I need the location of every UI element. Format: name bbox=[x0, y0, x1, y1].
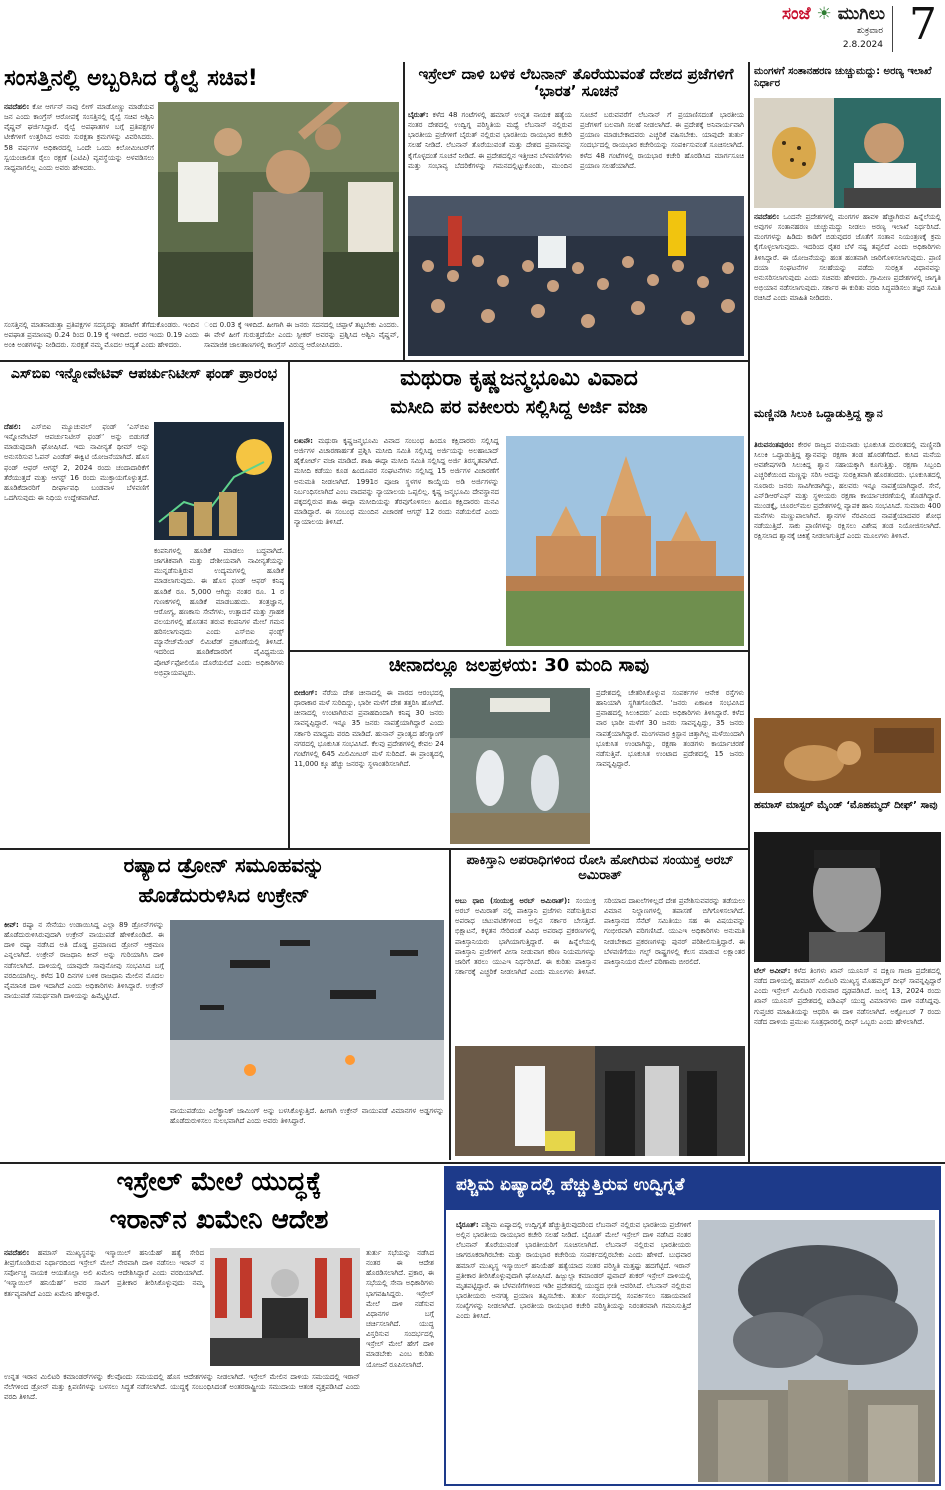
article-body bbox=[408, 110, 744, 192]
headline-line1: ರಷ್ಯಾದ ಡ್ರೋನ್ ಸಮೂಹವನ್ನು bbox=[123, 854, 325, 877]
headline: ಹಮಾಸ್ ಮಾಸ್ಟರ್ ಮೈಂಡ್ ‘ಮೊಹಮ್ಮದ್ ದೀಫ್’ ಸಾವು bbox=[754, 800, 938, 811]
finance-photo bbox=[154, 422, 284, 540]
drone-image bbox=[170, 920, 444, 1100]
headline: ಮಂಗಳಗೆ ಸಂತಾನಹರಣ ಚುಚ್ಚುಮದ್ದು: ಅರಣ್ಯ ಇಲಾಖೆ ನಿರ್ಧಾರ bbox=[754, 66, 932, 89]
body-text: ಮಥುರಾ ಕೃಷ್ಣಜನ್ಮಭೂಮಿ ವಿವಾದ ಸಂಬಂಧ ಹಿಂದೂ ಕಕ್ಷಿದಾರರು ಸಲ್ಲಿಸಿದ್ದ ಅರ್ಜಿಗಳ ವಿಚಾರಣಾರ್ಹತೆ ಪ್ರಶ್ನಿಸಿ ಮಸೀದಿ ಸಮಿತಿ ಸಲ್ಲಿಸಿದ್ದ ಅರ್ಜಿಯನ್ನು ಅಲಹಾಬಾದ್ ಹೈಕೋರ್ಟ್ ವಜಾ ಮಾಡಿದೆ. ಶಾಹಿ ಈದ್ಗಾ ಮಸೀದಿ ಸಮಿತಿ ಸಲ್ಲಿಸಿದ್ದ ಅರ್ಜಿ ತಿರಸ್ಕೃತವಾಗಿದೆ. ಮಸೀದಿ ಕಡೆಯು ಕೂಡ ಹಿಂದೂಪರ ಸಂಘಟನೆಗಳು ಸಲ್ಲಿಸಿದ್ದ 15 ಅರ್ಜಿಗಳ ವಿಚಾರಣೆಗೆ ಅನುಮತಿ ನೀಡಲಾಗಿದೆ. 1991ರ ಪೂಜಾ ಸ್ಥಳಗಳ ಕಾಯ್ದೆಯ ಅಡಿ ಅರ್ಜಿಗಳನ್ನು ನಿರ್ಬಂಧಿಸಲಾಗಿದೆ ಎಂಬ ವಾದವನ್ನು ನ್ಯಾಯಾಲಯ ಒಪ್ಪಲಿಲ್ಲ. ಕೃಷ್ಣ ಜನ್ಮಭೂಮಿ ದೇವಸ್ಥಾನದ ಪಕ್ಕದಲ್ಲಿರುವ ಶಾಹಿ ಈದ್ಗಾ ಮಸೀದಿಯನ್ನು ತೆರವುಗೊಳಿಸಲು ಹಿಂದೂ ಕಕ್ಷಿದಾರರು ಮನವಿ ಮಾಡಿದ್ದಾರೆ. ಈ ಸಂಬಂಧ ಮುಂದಿನ ವಿಚಾರಣೆ ಆಗಸ್ಟ್ 12 ರಂದು ನಡೆಯಲಿದೆ ಎಂದು ನ್ಯಾಯಾಲಯ ತಿಳಿಸಿದೆ. bbox=[294, 437, 499, 527]
row-rule bbox=[0, 1162, 945, 1164]
article-body bbox=[455, 896, 745, 1042]
article-drone bbox=[4, 854, 444, 1156]
speech-image bbox=[210, 1248, 360, 1366]
article-railway bbox=[4, 66, 399, 356]
article-body-2: ವಾಯುಪಡೆಯು ಎಲೆಕ್ಟ್ರಾನಿಕ್ ಜಾಮಿಂಗ್ ಅನ್ನು ಬಳಸಿಕೊಳ್ಳುತ್ತಿದೆ. ಹೀಗಾಗಿ ಉಕ್ರೇನ್ ವಾಯುಪಡೆ ವಿಮಾನಗಳ ಅಡ್ಡಗಳನ್ನು ಹೊಡೆದುರುಳಿಸಲು ಸುಲಭವಾಗಿದೆ ಎಂದು ಅವರು ತಿಳಿಸಿದ್ದಾರೆ. bbox=[170, 1107, 444, 1126]
crowd-photo bbox=[408, 196, 744, 356]
headline-line2: ಮಸೀದಿ ಪರ ವಕೀಲರು ಸಲ್ಲಿಸಿದ್ದ ಅರ್ಜಿ ವಜಾ bbox=[390, 397, 648, 418]
article-dog bbox=[754, 408, 941, 793]
speech-photo bbox=[210, 1248, 360, 1366]
column-rule bbox=[288, 360, 290, 848]
arrest-image bbox=[455, 1046, 745, 1156]
parliament-image bbox=[158, 102, 399, 317]
portrait-photo bbox=[754, 832, 941, 962]
headline-line2: ಹೊಡೆದುರುಳಿಸಿದ ಉಕ್ರೇನ್ bbox=[138, 883, 310, 907]
masthead-divider bbox=[892, 6, 893, 52]
row-rule bbox=[288, 650, 748, 652]
dateline: ಅಬು ಧಾಬಿ (ಸಂಯುಕ್ತ ಅರಬ್ ಅಮಿರಾತ್): bbox=[455, 897, 571, 905]
portrait-image bbox=[754, 832, 941, 962]
article-body-2: ಪ್ರದೇಶದಲ್ಲಿ ಚೇತರಿಸಿಕೊಳ್ಳುವ ಸಂಪರ್ಕಗಳ ಆನೇಕ ರಸ್ತೆಗಳು ಹಾನಿಯಾಗಿ ಸ್ಥಗಿತಗೊಂಡಿವೆ. ‘ಜನರು ಏಕಾಏಕಿ ಸಂಭವಿಸಿದ ಪ್ರವಾಹದಲ್ಲಿ ಸಿಲುಕಿದರು’ ಎಂದು ಅಧಿಕಾರಿಗಳು ತಿಳಿಸಿದ್ದಾರೆ. ಕಳೆದ ವಾರ ಭಾರೀ ಮಳೆಗೆ 30 ಜನರು ಸಾವನ್ನಪ್ಪಿದ್ದು, 35 ಜನರು ನಾಪತ್ತೆಯಾಗಿದ್ದಾರೆ. ಮಂಗಳವಾರ ಕ್ರಿಸ್ಟಾನ ಚಿತ್ತಾಗಿಲ್ಲ ಮಳೆಯಿಂದಾಗಿ ಭೂಕುಸಿತ ಉಂಟಾಗಿದ್ದು, ರಕ್ಷಣಾ ತಂಡಗಳು ಕಾರ್ಯಾಚರಣೆ ನಡೆಸುತ್ತಿವೆ. ಭೂಕುಸಿತ ಉಂಟಾದ ಪ್ರದೇಶದಲ್ಲಿ 15 ಜನರು ಸಾವನ್ನಪ್ಪಿದ್ದಾರೆ. bbox=[596, 689, 744, 768]
issue-day: ಶುಕ್ರವಾರ bbox=[857, 26, 883, 36]
dog-photo bbox=[754, 718, 941, 793]
article-sbi bbox=[4, 366, 284, 844]
masthead bbox=[0, 0, 945, 62]
article-body bbox=[294, 688, 444, 844]
headline: ಎಸ್‌ಬಿಐ ಇನ್ನೋವೇಟಿವ್ ಆಪರ್ಚುನಿಟೀಸ್ ಫಂಡ್ ಪ್ರಾರಂಭ bbox=[10, 366, 278, 382]
finance-image bbox=[154, 422, 284, 540]
body-text: ಕಳೆದ 48 ಗಂಟೆಗಳಲ್ಲಿ ಹಮಾಸ್ ಉನ್ನತ ನಾಯಕ ಹತ್ಯೆಯ ನಂತರ ದೇಶದಲ್ಲಿ ಉದ್ವಿಗ್ನ ಪರಿಸ್ಥಿತಿಯ ಮಧ್ಯೆ ಲೆಬನಾನ್ ನಲ್ಲಿರುವ ಭಾರತೀಯ ಪ್ರಜೆಗಳಿಗೆ ಬೈರುತ್ ನಲ್ಲಿರುವ ಭಾರತೀಯ ರಾಯಭಾರ ಕಚೇರಿ ಸಲಹೆ ನೀಡಿದೆ. ಲೆಬನಾನ್ ತೊರೆಯುವಂತೆ ಮತ್ತು ದೇಶದ ಪ್ರವಾಸವನ್ನು ಕೈಗೊಳ್ಳದಂತೆ ಸೂಚನೆ ನೀಡಿದೆ. ಈ ಪ್ರದೇಶದಲ್ಲಿನ ಇತ್ತೀಚಿನ ಬೆಳವಣಿಗೆಗಳು ಮತ್ತು ಸಂಭಾವ್ಯ ಬೆದರಿಕೆಗಳನ್ನು ಗಮನದಲ್ಲಿಟ್ಟುಕೊಂಡು, ಮುಂದಿನ ಸೂಚನೆ ಬರುವವರೆಗೆ ಲೆಬನಾನ್ ಗೆ ಪ್ರಯಾಣಿಸದಂತೆ ಭಾರತೀಯ ಪ್ರಜೆಗಳಿಗೆ ಬಲವಾಗಿ ಸಲಹೆ ನೀಡಲಾಗಿದೆ. ಈ ಪ್ರದೇಶಕ್ಕೆ ಅನಿವಾರ್ಯವಾಗಿ ಪ್ರಯಾಣ ಮಾಡಬೇಕಾದವರು ಎಚ್ಚರಿಕೆ ವಹಿಸಬೇಕು. ಯಾವುದೇ ತುರ್ತು ಸಂದರ್ಭದಲ್ಲಿ ರಾಯಭಾರ ಕಚೇರಿಯನ್ನು ಸಂಪರ್ಕಿಸುವಂತೆ ಸೂಚಿಸಲಾಗಿದೆ. ಕಳೆದ 48 ಗಂಟೆಗಳಲ್ಲಿ ರಾಯಭಾರ ಕಚೇರಿ ಹೊರಡಿಸಿದ ಮಾರ್ಗಸೂಚಿ ಪ್ರಯಾಣ ಸಲಹೆಯಾಗಿದೆ. bbox=[408, 111, 744, 170]
headline-line1: ಮಥುರಾ ಕೃಷ್ಣಜನ್ಮಭೂಮಿ ವಿವಾದ bbox=[400, 366, 638, 391]
article-body bbox=[754, 212, 941, 366]
brand-part2: ಮುಗಿಲು bbox=[837, 4, 885, 24]
temple-photo bbox=[506, 436, 744, 646]
dateline: ದೆಹಲಿ: bbox=[4, 423, 21, 431]
article-body bbox=[294, 436, 499, 646]
article-body-2: ತುರ್ತು ಸಭೆಯನ್ನು ನಡೆಸಿದ ನಂತರ ಈ ಆದೇಶ ಹೊರಡಿಸಲಾಗಿದೆ. ಪ್ರಕಾರ, ಈ ಸಭೆಯಲ್ಲಿ ಸೇನಾ ಅಧಿಕಾರಿಗಳು ಭಾಗವಹಿಸಿದ್ದರು. ಇಸ್ರೇಲ್ ಮೇಲೆ ದಾಳಿ ನಡೆಸುವ ವಿಧಾನಗಳ ಬಗ್ಗೆ ಚರ್ಚಿಸಲಾಗಿದೆ. ಯುದ್ಧ ವಿಸ್ತರಿಸುವ ಸಂದರ್ಭದಲ್ಲಿ ಇಸ್ರೇಲ್ ಮೇಲೆ ಹೇಗೆ ದಾಳಿ ಮಾಡಬೇಕು ಎಂಬ ಕುರಿತು ಯೋಜನೆ ರೂಪಿಸಲಾಗಿದೆ. bbox=[366, 1249, 434, 1369]
body-text: ಒಂದನೇ ಪ್ರದೇಶಗಳಲ್ಲಿ ಮಂಗಗಳ ಹಾವಳಿ ಹೆಚ್ಚಾಗಿರುವ ಹಿನ್ನೆಲೆಯಲ್ಲಿ ಅವುಗಳ ಸಂತಾನಹರಣ ಚುಚ್ಚುಮದ್ದು ನೀಡಲು ಅರಣ್ಯ ಇಲಾಖೆ ನಿರ್ಧರಿಸಿದೆ. ಮಂಗಗಳನ್ನು ಹಿಡಿದು ಕಾಡಿಗೆ ಬಿಡುವುದರ ಜೊತೆಗೆ ಸಂತಾನ ನಿಯಂತ್ರಣಕ್ಕೆ ಕ್ರಮ ಕೈಗೊಳ್ಳಲಾಗುವುದು. ಇದರಿಂದ ರೈತರ ಬೆಳೆ ನಷ್ಟ ತಪ್ಪಲಿದೆ ಎಂದು ಅಧಿಕಾರಿಗಳು ತಿಳಿಸಿದ್ದಾರೆ. ಈ ಯೋಜನೆಯನ್ನು ಹಂತ ಹಂತವಾಗಿ ಜಾರಿಗೊಳಿಸಲಾಗುವುದು. ಪ್ರಾಣಿ ದಯಾ ಸಂಘಟನೆಗಳ ಸಲಹೆಯನ್ನು ಪಡೆದು ಸುರಕ್ಷಿತ ವಿಧಾನವನ್ನು ಅನುಸರಿಸಲಾಗುವುದು ಎಂದು ಸಚಿವರು ಹೇಳಿದರು. ಗ್ರಾಮೀಣ ಪ್ರದೇಶಗಳಲ್ಲಿ ಜಾಗೃತಿ ಅಭಿಯಾನ ನಡೆಸಲಾಗುವುದು. ಸರ್ಕಾರ ಈ ಕುರಿತು ವರದಿ ಸಿದ್ಧಪಡಿಸಲು ತಜ್ಞರ ಸಮಿತಿ ರಚಿಸಿದೆ ಎಂದು ಮಾಹಿತಿ ನೀಡಿದರು. bbox=[754, 213, 941, 303]
dateline: ಕೀವ್: bbox=[4, 921, 19, 929]
headline: ಇಸ್ರೇಲ್ ದಾಳಿ ಬಳಿಕ ಲೆಬನಾನ್ ತೊರೆಯುವಂತೆ ದೇಶದ ಪ್ರಜೆಗಳಿಗೆ ‘ಭಾರತ’ ಸೂಚನೆ bbox=[418, 66, 734, 101]
body-text: ಸಂಯುಕ್ತ ಅರಬ್ ಅಮಿರಾತ್ ನಲ್ಲಿ ಪಾಕಿಸ್ತಾನಿ ಪ್ರಜೆಗಳು ನಡೆಸುತ್ತಿರುವ ಅಪರಾಧ ಚಟುವಟಿಕೆಗಳಿಂದ ಅಲ್ಲಿನ ಸರ್ಕಾರ ಬೇಸತ್ತಿದೆ. ಭಿಕ್ಷಾಟನೆ, ಕಳ್ಳತನ ಸೇರಿದಂತೆ ವಿವಿಧ ಅಪರಾಧ ಪ್ರಕರಣಗಳಲ್ಲಿ ಪಾಕಿಸ್ತಾನಿಯರು ಭಾಗಿಯಾಗುತ್ತಿದ್ದಾರೆ. ಈ ಹಿನ್ನೆಲೆಯಲ್ಲಿ ಪಾಕಿಸ್ತಾನಿ ಪ್ರಜೆಗಳಿಗೆ ವೀಸಾ ನೀಡುವಾಗ ಕಠಿಣ ನಿಯಮಗಳನ್ನು ಜಾರಿಗೆ ತರಲು ಯುಎಇ ನಿರ್ಧರಿಸಿದೆ. ಈ ಕುರಿತು ಪಾಕಿಸ್ತಾನ ಸರ್ಕಾರಕ್ಕೆ ಎಚ್ಚರಿಕೆ ನೀಡಲಾಗಿದೆ ಎಂದು ಮೂಲಗಳು ತಿಳಿಸಿವೆ. ಸರಿಯಾದ ದಾಖಲೆಗಳಿಲ್ಲದೆ ದೇಶ ಪ್ರವೇಶಿಸುವವರನ್ನು ತಡೆಯಲು ವಿಮಾನ ನಿಲ್ದಾಣಗಳಲ್ಲಿ ತಪಾಸಣೆ ಬಿಗಿಗೊಳಿಸಲಾಗಿದೆ. ಪಾಕಿಸ್ತಾನದ ಸೆನೆಟ್ ಸಮಿತಿಯು ಸಹ ಈ ವಿಷಯವನ್ನು ಗಂಭೀರವಾಗಿ ಪರಿಗಣಿಸಿದೆ. ಯುಎಇ ಅಧಿಕಾರಿಗಳು ಅನುಮತಿ ನೀಡಬೇಕಾದ ಪ್ರಕರಣಗಳನ್ನು ಪುನರ್ ಪರಿಶೀಲಿಸುತ್ತಿದ್ದಾರೆ. ಈ ಬೆಳವಣಿಗೆಯು ಗಲ್ಫ್ ರಾಷ್ಟ್ರಗಳಲ್ಲಿ ಕೆಲಸ ಮಾಡುವ ಲಕ್ಷಾಂತರ ಪಾಕಿಸ್ತಾನಿಯರ ಮೇಲೆ ಪರಿಣಾಮ ಬೀರಲಿದೆ. bbox=[455, 897, 745, 976]
body-text: ಕಳೆದ ತಿಂಗಳು ಖಾನ್ ಯೂನಿಸ್ ನ ದಕ್ಷಿಣ ಗಾಜಾ ಪ್ರದೇಶದಲ್ಲಿ ನಡೆದ ದಾಳಿಯಲ್ಲಿ ಹಮಾಸ್ ಮಿಲಿಟರಿ ಮುಖ್ಯಸ್ಥ ಮೊಹಮ್ಮದ್ ದೀಫ್ ಸಾವನ್ನಪ್ಪಿದ್ದಾರೆ ಎಂದು ಇಸ್ರೇಲ್ ಮಿಲಿಟರಿ ಗುರುವಾರ ದೃಢಪಡಿಸಿದೆ. ಜುಲೈ 13, 2024 ರಂದು ಖಾನ್ ಯೂನಿಸ್ ಪ್ರದೇಶದಲ್ಲಿ ಐಡಿಎಫ್ ಯುದ್ಧ ವಿಮಾನಗಳು ದಾಳಿ ನಡೆಸಿದ್ದವು. ಗುಪ್ತಚರ ಮಾಹಿತಿಯನ್ನು ಆಧರಿಸಿ ಈ ದಾಳಿ ನಡೆಸಲಾಗಿದೆ. ಅಕ್ಟೋಬರ್ 7 ರಂದು ನಡೆದ ದಾಳಿಯ ಪ್ರಮುಖ ಸೂತ್ರಧಾರರಲ್ಲಿ ದೀಫ್ ಒಬ್ಬರು ಎಂದು ಹೇಳಲಾಗಿದೆ. bbox=[754, 967, 941, 1026]
dateline: ಲಖನೌ: bbox=[294, 437, 313, 445]
article-body bbox=[4, 422, 149, 844]
flood-image bbox=[450, 688, 590, 844]
article-iran bbox=[4, 1168, 434, 1486]
headline: ಮಣ್ಣಿನಡಿ ಸಿಲುಕಿ ಒದ್ದಾಡುತ್ತಿದ್ದ ಶ್ವಾನ bbox=[754, 408, 883, 420]
temple-image bbox=[506, 436, 744, 646]
smoke-image bbox=[698, 1220, 935, 1482]
dateline: ನವದೆಹಲಿ: bbox=[754, 213, 780, 221]
column-rule bbox=[748, 62, 750, 1162]
article-west-asia bbox=[444, 1166, 941, 1486]
dateline: ನವದೆಹಲಿ: bbox=[4, 1249, 30, 1257]
smoke-photo bbox=[698, 1220, 935, 1482]
body-text: ಹಮಾಸ್ ಮುಖ್ಯಸ್ಥನನ್ನು ಇಸ್ಮಾಯಿಲ್ ಹನಿಯೆಹ್ ಹತ್ಯೆ ಸೇರಿದ ತೀವ್ರಗೊಂಡಿರುವ ನಿರ್ಧಾರದಿಂದ ಇಸ್ರೇಲ್ ಮೇಲೆ ನೇರವಾಗಿ ದಾಳಿ ನಡೆಸಲು ಇರಾನ್ ನ ಸರ್ವೋಚ್ಚ ನಾಯಕ ಆಯತೊಲ್ಲಾ ಅಲಿ ಖಮೇನಿ ಆದೇಶಿಸಿದ್ದಾರೆ ಎಂದು ವರದಿಯಾಗಿದೆ. ‘ಇಸ್ಮಾಯಿಲ್ ಹನಿಯೆಹ್’ ಅವರ ಸಾವಿಗೆ ಪ್ರತೀಕಾರ ತೀರಿಸಿಕೊಳ್ಳುವುದು ನಮ್ಮ ಕರ್ತವ್ಯವಾಗಿದೆ ಎಂದು ಖಮೇನಿ ಹೇಳಿದ್ದಾರೆ. bbox=[4, 1249, 204, 1298]
dateline: ಬೈರೂತ್: bbox=[456, 1221, 479, 1229]
article-body-2: ಕಂಪನಿಗಳಲ್ಲಿ ಹೂಡಿಕೆ ಮಾಡಲು ಬದ್ಧವಾಗಿದೆ. ಜಾಗತಿಕವಾಗಿ ಮತ್ತು ದೇಶೀಯವಾಗಿ ನಾವೀನ್ಯತೆಯನ್ನು ಮುನ್ನಡೆಸುತ್ತಿರುವ ಉದ್ಯಮಗಳಲ್ಲಿ ಹೂಡಿಕೆ ಮಾಡಲಾಗುವುದು. ಈ ಹೊಸ ಫಂಡ್ ಆಫರ್ ಕನಿಷ್ಠ ಹೂಡಿಕೆ ರೂ. 5,000 ಆಗಿದ್ದು ನಂತರ ರೂ. 1 ರ ಗುಣಕಗಳಲ್ಲಿ ಹೂಡಿಕೆ ಮಾಡಬಹುದು. ತಂತ್ರಜ್ಞಾನ, ಆರೋಗ್ಯ, ಹಣಕಾಸು ಸೇವೆಗಳು, ಉತ್ಪಾದನೆ ಮತ್ತು ಗ್ರಾಹಕ ವಲಯಗಳಲ್ಲಿ ಹೊಸತನ ತರುವ ಕಂಪನಿಗಳ ಮೇಲೆ ಗಮನ ಹರಿಸಲಾಗುವುದು ಎಂದು ಎಸ್‌ಬಿಐ ಫಂಡ್ಸ್ ಮ್ಯಾನೇಜ್‌ಮೆಂಟ್ ಲಿಮಿಟೆಡ್ ಪ್ರಕಟಣೆಯಲ್ಲಿ ತಿಳಿಸಿದೆ. ಇದರಿಂದ ಹೂಡಿಕೆದಾರರಿಗೆ ವೈವಿಧ್ಯಮಯ ಪೋರ್ಟ್‌ಫೋಲಿಯೊ ದೊರೆಯಲಿದೆ ಎಂದು ಅಧಿಕಾರಿಗಳು ಅಭಿಪ್ರಾಯಪಟ್ಟರು. bbox=[154, 547, 284, 677]
body-text: ಎಸ್‌ಬಿಐ ಮ್ಯೂಚುವಲ್ ಫಂಡ್ ‘ಎಸ್‌ಬಿಐ ಇನ್ನೋವೇಟಿವ್ ಆಪರ್ಚುನಿಟೀಸ್ ಫಂಡ್’ ಅನ್ನು ಬಿಡುಗಡೆ ಮಾಡುವುದಾಗಿ ಘೋಷಿಸಿದೆ. ಇದು ನಾವೀನ್ಯತೆ ಥೀಮ್ ಅನ್ನು ಅನುಸರಿಸುವ ಓಪನ್ ಎಂಡೆಡ್ ಈಕ್ವಿಟಿ ಯೋಜನೆಯಾಗಿದೆ. ಹೊಸ ಫಂಡ್ ಆಫರ್ ಆಗಸ್ಟ್ 2, 2024 ರಂದು ಚಂದಾದಾರಿಕೆಗೆ ತೆರೆಯುತ್ತದೆ ಮತ್ತು ಆಗಸ್ಟ್ 16 ರಂದು ಮುಕ್ತಾಯಗೊಳ್ಳುತ್ತದೆ. ಹೂಡಿಕೆದಾರರಿಗೆ ದೀರ್ಘಾವಧಿ ಬಂಡವಾಳ ಬೆಳವಣಿಗೆ ಒದಗಿಸುವುದು ಈ ನಿಧಿಯ ಉದ್ದೇಶವಾಗಿದೆ. bbox=[4, 423, 149, 502]
article-china-flood bbox=[294, 656, 744, 844]
body-text: ಕೋ ಆರ್ಗನ್ ನಾವು ಲೀಗ್ ಮಾಡೋಣ್ಣು ಮಾಡೆಯವ ಜನ ಎಂದು ಕಾಂಗ್ರೆಸ್ ಆರೋಪಕ್ಕೆ ಸಂಸತ್ತಿನಲ್ಲಿ ರೈಲ್ವೆ ಸಚಿವ ಅಶ್ವಿನಿ ವೈಷ್ಣವ್ ಘರ್ಜಿಸಿದ್ದಾರೆ. ರೈಲ್ವೆ ಅಪಘಾತಗಳ ಬಗ್ಗೆ ಪ್ರತಿಪಕ್ಷಗಳ ಟೀಕೆಗಳಿಗೆ ಉತ್ತರಿಸಿದ ಅವರು ಸುರಕ್ಷತಾ ಕ್ರಮಗಳನ್ನು ವಿವರಿಸಿದರು. 58 ವರ್ಷಗಳ ಅಧಿಕಾರದಲ್ಲಿ ಒಂದೇ ಒಂದು ಕಿಲೋಮೀಟರ್‌ಗೆ ಸ್ವಯಂಚಾಲಿತ ರೈಲು ರಕ್ಷಣೆ (ಎಟಿಪಿ) ವ್ಯವಸ್ಥೆಯನ್ನು ಅಳವಡಿಸಲು ಸಾಧ್ಯವಾಗಲಿಲ್ಲ ಎಂದು ಅವರು ಹೇಳಿದರು. bbox=[4, 103, 154, 172]
headline: ಸಂಸತ್ತಿನಲ್ಲಿ ಅಬ್ಬರಿಸಿದ ರೈಲ್ವೆ ಸಚಿವ! bbox=[4, 66, 258, 91]
column-rule bbox=[403, 62, 405, 360]
article-body bbox=[4, 1248, 204, 1346]
page-number: 7 bbox=[909, 0, 937, 50]
body-text: ಪಶ್ಚಿಮ ಏಷ್ಯಾದಲ್ಲಿ ಉದ್ವಿಗ್ನತೆ ಹೆಚ್ಚುತ್ತಿರುವುದರಿಂದ ಲೆಬನಾನ್ ನಲ್ಲಿರುವ ಭಾರತೀಯ ಪ್ರಜೆಗಳಿಗೆ ಅಲ್ಲಿನ ಭಾರತೀಯ ರಾಯಭಾರ ಕಚೇರಿ ಸಲಹೆ ನೀಡಿದೆ. ಬೈರೂತ್ ಮೇಲೆ ಇಸ್ರೇಲ್ ದಾಳಿ ನಡೆಸಿದ ನಂತರ ಲೆಬನಾನ್ ತೊರೆಯುವಂತೆ ಭಾರತೀಯರಿಗೆ ಸೂಚಿಸಲಾಗಿದೆ. ಲೆಬನಾನ್ ನಲ್ಲಿರುವ ಭಾರತೀಯರು ಜಾಗರೂಕರಾಗಿರಬೇಕು ಮತ್ತು ರಾಯಭಾರ ಕಚೇರಿಯ ಸಂಪರ್ಕದಲ್ಲಿರಬೇಕು ಎಂದು ಹೇಳಿದೆ. ಬುಧವಾರ ಹಮಾಸ್ ಮುಖ್ಯಸ್ಥ ಇಸ್ಮಾಯಿಲ್ ಹನಿಯೆಹ್ ಹತ್ಯೆಯಾದ ನಂತರ ಪರಿಸ್ಥಿತಿ ಮತ್ತಷ್ಟು ಹದಗೆಟ್ಟಿದೆ. ಇರಾನ್ ಪ್ರತೀಕಾರ ತೀರಿಸಿಕೊಳ್ಳುವುದಾಗಿ ಘೋಷಿಸಿದೆ. ಹಿಜ್ಬುಲ್ಲಾ ಕಮಾಂಡರ್ ಫುವಾದ್ ಶುಕರ್ ಇಸ್ರೇಲ್ ದಾಳಿಯಲ್ಲಿ ಮೃತಪಟ್ಟಿದ್ದಾರೆ. ಈ ಬೆಳವಣಿಗೆಗಳಿಂದ ಇಡೀ ಪ್ರದೇಶದಲ್ಲಿ ಯುದ್ಧದ ಭೀತಿ ಆವರಿಸಿದೆ. ಲೆಬನಾನ್ ನಲ್ಲಿರುವ ಭಾರತೀಯರು ಅನಗತ್ಯ ಪ್ರಯಾಣ ತಪ್ಪಿಸಬೇಕು. ತುರ್ತು ಸಂದರ್ಭದಲ್ಲಿ ಸಂಪರ್ಕಿಸಲು ಸಹಾಯವಾಣಿ ಸಂಖ್ಯೆಗಳನ್ನು ನೀಡಲಾಗಿದೆ. ಭಾರತೀಯ ರಾಯಭಾರ ಕಚೇರಿ ಪರಿಸ್ಥಿತಿಯನ್ನು ನಿರಂತರವಾಗಿ ಗಮನಿಸುತ್ತಿದೆ ಎಂದು ತಿಳಿಸಿದೆ. bbox=[456, 1221, 691, 1321]
article-cheetah bbox=[754, 66, 941, 366]
body-text: ನೆರೆಯ ದೇಶ ಚೀನಾದಲ್ಲಿ ಈ ವಾರದ ಆರಂಭದಲ್ಲಿ ಧಾರಾಕಾರ ಮಳೆ ಸುರಿದಿದ್ದು, ಭಾರೀ ಮಳೆಗೆ ದೇಶ ತತ್ತರಿಸಿ ಹೋಗಿದೆ. ಚೀನಾದಲ್ಲಿ ಉಂಟಾಗಿರುವ ಪ್ರವಾಹದಿಂದಾಗಿ ಕನಿಷ್ಠ 30 ಜನರು ಸಾವನ್ನಪ್ಪಿದ್ದಾರೆ. ಇನ್ನೂ 35 ಜನರು ನಾಪತ್ತೆಯಾಗಿದ್ದಾರೆ ಎಂದು ಸರ್ಕಾರಿ ಮಾಧ್ಯಮ ವರದಿ ಮಾಡಿದೆ. ಹುನಾನ್ ಪ್ರಾಂತ್ಯದ ಹೆಂಗ್ಯಾಂಗ್ ನಗರದಲ್ಲಿ ಭೂಕುಸಿತ ಸಂಭವಿಸಿದೆ. ಕೆಲವು ಪ್ರದೇಶಗಳಲ್ಲಿ ಕೇವಲ 24 ಗಂಟೆಗಳಲ್ಲಿ 645 ಮಿಲಿಮೀಟರ್ ಮಳೆ ಸುರಿದಿದೆ. ಈ ಪ್ರಾಂತ್ಯದಲ್ಲಿ 11,000 ಕ್ಕೂ ಹೆಚ್ಚು ಜನರನ್ನು ಸ್ಥಳಾಂತರಿಸಲಾಗಿದೆ. bbox=[294, 689, 444, 768]
issue-date: 2.8.2024 bbox=[842, 40, 883, 50]
dateline: ಬೈರುತ್: bbox=[408, 111, 429, 119]
article-body bbox=[4, 920, 164, 1156]
row-rule bbox=[0, 848, 748, 850]
article-body bbox=[456, 1220, 691, 1482]
cheetah-image bbox=[754, 98, 941, 208]
column-rule bbox=[449, 848, 451, 1160]
article-hamas bbox=[754, 800, 941, 1160]
brand-logo bbox=[782, 4, 885, 24]
dateline: ತಿರುವನಂತಪುರಂ: bbox=[754, 441, 795, 449]
article-israel-lebanon bbox=[408, 66, 744, 356]
dateline: ನವದೆಹಲಿ: bbox=[4, 103, 30, 111]
article-pakistan-uae bbox=[455, 854, 745, 1156]
palm-icon: ☀ bbox=[816, 4, 832, 24]
dateline: ಟೆಲ್ ಅವೀವ್: bbox=[754, 967, 791, 975]
article-body-2: ಸಂಸತ್ತಿನಲ್ಲಿ ಮಾತನಾಡುತ್ತಾ ಪ್ರತಿಪಕ್ಷಗಳ ಸದಸ್ಯರನ್ನು ತರಾಟೆಗೆ ತೆಗೆದುಕೊಂಡರು. ಇಂದಿನ ಅಪಘಾತ ಪ್ರಮಾಣವು 0.24 ರಿಂದ 0.19 ಕ್ಕೆ ಇಳಿದಿದೆ. ಅದರ ಇಂದು 0.19 ಎಂದು ಅಂಕಿ ಅಂಶಗಳನ್ನು ನೀಡಿದರು. ಸುರಕ್ಷತೆ ನಮ್ಮ ಮೊದಲ ಆದ್ಯತೆ ಎಂದು ಹೇಳಿದರು. bbox=[4, 321, 199, 350]
row-rule bbox=[0, 360, 748, 362]
cheetah-photo bbox=[754, 98, 941, 208]
headline: ಪಶ್ಚಿಮ ಏಷ್ಯಾದಲ್ಲಿ ಹೆಚ್ಚುತ್ತಿರುವ ಉದ್ವಿಗ್ನತೆ bbox=[446, 1168, 939, 1210]
headline-line1: ಇಸ್ರೇಲ್ ಮೇಲೆ ಯುದ್ಧಕ್ಕೆ bbox=[116, 1168, 322, 1197]
headline: ಪಾಕಿಸ್ತಾನಿ ಅಪರಾಧಿಗಳಿಂದ ರೋಸಿ ಹೋಗಿರುವ ಸಂಯುಕ್ತ ಅರಬ್ ಅಮಿರಾತ್ bbox=[466, 854, 734, 883]
article-body bbox=[754, 440, 941, 710]
dog-image bbox=[754, 718, 941, 793]
arrest-photo bbox=[455, 1046, 745, 1156]
headline: ಚೀನಾದಲ್ಲೂ ಜಲಪ್ರಳಯ: 30 ಮಂದಿ ಸಾವು bbox=[388, 656, 650, 676]
article-body-3: ಉನ್ನತ ಇರಾನ ಮಿಲಿಟರಿ ಕಮಾಂಡರ್‌ಗಳನ್ನು ಕೆಲವೊಂದು ಸಮಯದಲ್ಲಿ ಹೊಸ ಆದೇಶಗಳನ್ನು ನೀಡಲಾಗಿದೆ. ಇಸ್ರೇಲ್ ಮೇಲಿನ ದಾಳಿಯ ಸಮಯದಲ್ಲಿ ಇರಾನ್ ನೆಲೆಗಳಿಂದ ಡ್ರೋನ್ ಮತ್ತು ಕ್ಷಿಪಣಿಗಳನ್ನು ಬಳಸಲು ಸಿದ್ಧತೆ ನಡೆಸಲಾಗಿದೆ. ಯುದ್ಧಕ್ಕೆ ಸಂಬಂಧಿಸಿದಂತೆ ಅಂತರರಾಷ್ಟ್ರೀಯ ಸಮುದಾಯ ಆತಂಕ ವ್ಯಕ್ತಪಡಿಸಿದೆ ಎಂದು ವರದಿ ತಿಳಿಸಿದೆ. bbox=[4, 1373, 360, 1402]
body-text: ರಷ್ಯಾ ನ ಸೇನೆಯು ಉಡಾಯಿಸಿದ್ದ ಎಲ್ಲಾ 89 ಡ್ರೋನ್‌ಗಳನ್ನು ಹೊಡೆದುರುಳಿಸಿರುವುದಾಗಿ ಉಕ್ರೇನ್ ವಾಯುಪಡೆ ಹೇಳಿಕೊಂಡಿದೆ. ಈ ದಾಳಿ ರಷ್ಯಾ ನಡೆಸಿದ ಅತಿ ದೊಡ್ಡ ಪ್ರಮಾಣದ ಡ್ರೋನ್ ಆಕ್ರಮಣ ಎನ್ನಲಾಗಿದೆ. ಉಕ್ರೇನ್ ರಾಜಧಾನಿ ಕೀವ್ ಅನ್ನು ಗುರಿಯಾಗಿಸಿ ದಾಳಿ ನಡೆಸಲಾಗಿದೆ. ದಾಳಿಯಲ್ಲಿ ಯಾವುದೇ ಸಾವುನೋವು ಸಂಭವಿಸಿದ ಬಗ್ಗೆ ವರದಿಯಾಗಿಲ್ಲ. ಕಳೆದ 10 ದಿನಗಳ ಬಳಿಕ ರಾಜಧಾನಿ ಮೇಲಿನ ಮೊದಲ ವೈಮಾನಿಕ ದಾಳಿ ಇದಾಗಿದೆ ಎಂದು ಅಧಿಕಾರಿಗಳು ತಿಳಿಸಿದ್ದಾರೆ. ಉಕ್ರೇನ್ ವಾಯುಪಡೆ ಸಮರ್ಥವಾಗಿ ದಾಳಿಯನ್ನು ಹಿಮ್ಮೆಟ್ಟಿಸಿದೆ. bbox=[4, 921, 164, 1000]
article-body bbox=[4, 102, 154, 317]
article-mathura bbox=[294, 366, 744, 646]
article-body-3: ಂದ 0.03 ಕ್ಕೆ ಇಳಿದಿದೆ. ಹೀಗಾಗಿ ಈ ಜನರು ಸದನದಲ್ಲಿ ಚಪ್ಪಾಳೆ ತಟ್ಟಬೇಕು ಎಂದರು. ಈ ವೇಳೆ ಹೀಗೆ ಗುರುತ್ತದೆಯೇ ಎಂದು ಸ್ಪೀಕರ್ ಅವರನ್ನು ಪ್ರಶ್ನಿಸಿದ ಅಶ್ವಿನಿ ವೈಷ್ಣವ್, ಸಾಮಾಜಿಕ ಜಾಲತಾಣಗಳಲ್ಲಿ ಕಾಂಗ್ರೆಸ್ ವಿರುದ್ಧ ಆರೋಪಿಸಿದರು. bbox=[204, 321, 399, 350]
crowd-image bbox=[408, 196, 744, 356]
body-text: ಕೇರಳ ರಾಜ್ಯದ ವಯನಾಡು ಭೂಕುಸಿತ ದುರಂತದಲ್ಲಿ ಮಣ್ಣಿನಡಿ ಸಿಲುಕಿ ಒದ್ದಾಡುತ್ತಿದ್ದ ಶ್ವಾನವನ್ನು ರಕ್ಷಣಾ ತಂಡ ಹೊರತೆಗೆದಿದೆ. ಕುಸಿದ ಮನೆಯ ಅವಶೇಷಗಳಡಿ ಸಿಲುಕಿದ್ದ ಶ್ವಾನ ಸಹಾಯಕ್ಕಾಗಿ ಕೂಗುತ್ತಿತ್ತು. ರಕ್ಷಣಾ ಸಿಬ್ಬಂದಿ ಎಚ್ಚರಿಕೆಯಿಂದ ಮಣ್ಣನ್ನು ಸರಿಸಿ ಅದನ್ನು ಸುರಕ್ಷಿತವಾಗಿ ಹೊರತಂದರು. ಭೂಕುಸಿತದಲ್ಲಿ ನೂರಾರು ಜನರು ಸಾವಿಗೀಡಾಗಿದ್ದು, ಹಲವರು ಇನ್ನೂ ನಾಪತ್ತೆಯಾಗಿದ್ದಾರೆ. ಸೇನೆ, ಎನ್‌ಡಿಆರ್‌ಎಫ್ ಮತ್ತು ಸ್ಥಳೀಯರು ರಕ್ಷಣಾ ಕಾರ್ಯಾಚರಣೆಯಲ್ಲಿ ತೊಡಗಿದ್ದಾರೆ. ಮುಂಡಕ್ಕೈ, ಚೂರಲ್‌ಮಲ ಪ್ರದೇಶಗಳಲ್ಲಿ ವ್ಯಾಪಕ ಹಾನಿ ಸಂಭವಿಸಿದೆ. ಸುಮಾರು 400 ಮನೆಗಳು ಮಣ್ಣುಪಾಲಾಗಿವೆ. ಶ್ವಾನಗಳ ನೆರವಿನಿಂದ ನಾಪತ್ತೆಯಾದವರ ಶೋಧ ನಡೆಯುತ್ತಿದೆ. ಸಾಕು ಪ್ರಾಣಿಗಳನ್ನು ರಕ್ಷಿಸಲು ವಿಶೇಷ ತಂಡ ನಿಯೋಜಿಸಲಾಗಿದೆ. ರಕ್ಷಿಸಲಾದ ಶ್ವಾನಕ್ಕೆ ಚಿಕಿತ್ಸೆ ನೀಡಲಾಗುತ್ತಿದೆ ಎಂದು ಮೂಲಗಳು ತಿಳಿಸಿವೆ. bbox=[754, 441, 941, 541]
headline-line2: ಇರಾನ್‌ನ ಖಮೇನಿ ಆದೇಶ bbox=[109, 1205, 329, 1235]
dateline: ಬೀಜಿಂಗ್: bbox=[294, 689, 318, 697]
brand-part1: ಸಂಜೆ bbox=[781, 4, 811, 24]
article-body bbox=[754, 966, 941, 1160]
flood-photo bbox=[450, 688, 590, 844]
parliament-photo bbox=[158, 102, 399, 317]
drone-photo bbox=[170, 920, 444, 1100]
